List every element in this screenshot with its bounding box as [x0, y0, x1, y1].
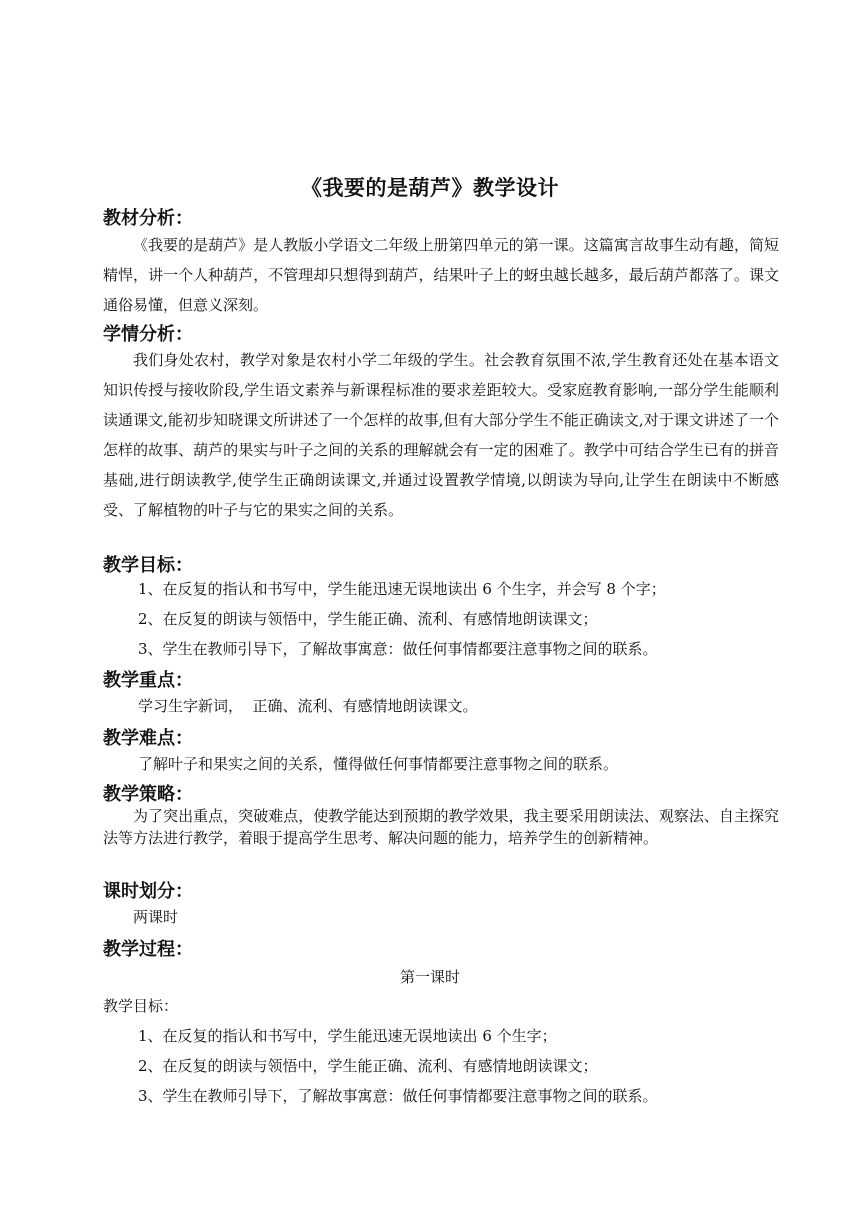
heading-strategy: 教学策略：	[103, 784, 193, 805]
lesson-goal-item-1: 1、在反复的指认和书写中，学生能迅速无误地读出 6 个生字；	[138, 1027, 557, 1045]
lesson-title: 第一课时	[399, 968, 460, 986]
lesson-goals-label: 教学目标：	[103, 997, 179, 1015]
paragraph-material-analysis: 《我要的是葫芦》是人教版小学语文二年级上册第四单元的第一课。这篇寓言故事生动有趣，简短精悍，讲一个人种葫芦，不管理却只想得到葫芦，结果叶子上的蚜虫越长越多，最后葫芦都落了。课文通俗易懂，但意义深刻。	[103, 236, 779, 314]
heading-student-analysis: 学情分析：	[103, 324, 193, 345]
heading-key-points: 教学重点：	[103, 670, 193, 691]
difficulties-text: 了解叶子和果实之间的关系，懂得做任何事情都要注意事物之间的联系。	[138, 755, 619, 773]
goal-item-1: 1、在反复的指认和书写中，学生能迅速无误地读出 6 个生字，并会写 8 个字；	[138, 580, 666, 598]
document-title: 《我要的是葫芦》教学设计	[301, 176, 559, 200]
heading-teaching-process: 教学过程：	[103, 939, 193, 960]
heading-difficulties: 教学难点：	[103, 728, 193, 749]
goal-item-3: 3、学生在教师引导下，了解故事寓意：做任何事情都要注意事物之间的联系。	[138, 640, 658, 658]
paragraph-strategy: 为了突出重点，突破难点，使教学能达到预期的教学效果，我主要采用朗读法、观察法、自主探究法等方法进行教学，着眼于提高学生思考、解决问题的能力，培养学生的创新精神。	[103, 807, 779, 847]
lesson-goal-item-3: 3、学生在教师引导下，了解故事寓意：做任何事情都要注意事物之间的联系。	[138, 1087, 658, 1105]
heading-material-analysis: 教材分析：	[103, 208, 193, 229]
paragraph-student-analysis: 我们身处农村，教学对象是农村小学二年级的学生。社会教育氛围不浓,学生教育还处在基本语文知识传授与接收阶段,学生语文素养与新课程标准的要求差距较大。受家庭教育影响,一部分学生能顺利读通课文,能初步知晓课文所讲述了一个怎样的故事,但有大部分学生不能正确读文,对于课文讲述了一个怎样的故事、葫芦的果实与叶子之间的关系的理解就会有一定的困难了。教学中可结合学生已有的拼音基础,进行朗读教学,使学生正确朗读课文,并通过设置教学情境,以朗读为导向,让学生在朗读中不断感受、了解植物的叶子与它的果实之间的关系。	[103, 351, 779, 519]
heading-teaching-goals: 教学目标：	[103, 555, 193, 576]
goal-item-2: 2、在反复的朗读与领悟中，学生能正确、流利、有感情地朗读课文；	[138, 610, 598, 628]
lesson-goal-item-2: 2、在反复的朗读与领悟中，学生能正确、流利、有感情地朗读课文；	[138, 1057, 598, 1075]
key-points-text: 学习生字新词， 正确、流利、有感情地朗读课文。	[138, 697, 478, 715]
periods-text: 两课时	[133, 908, 179, 926]
heading-periods: 课时划分：	[103, 881, 193, 902]
